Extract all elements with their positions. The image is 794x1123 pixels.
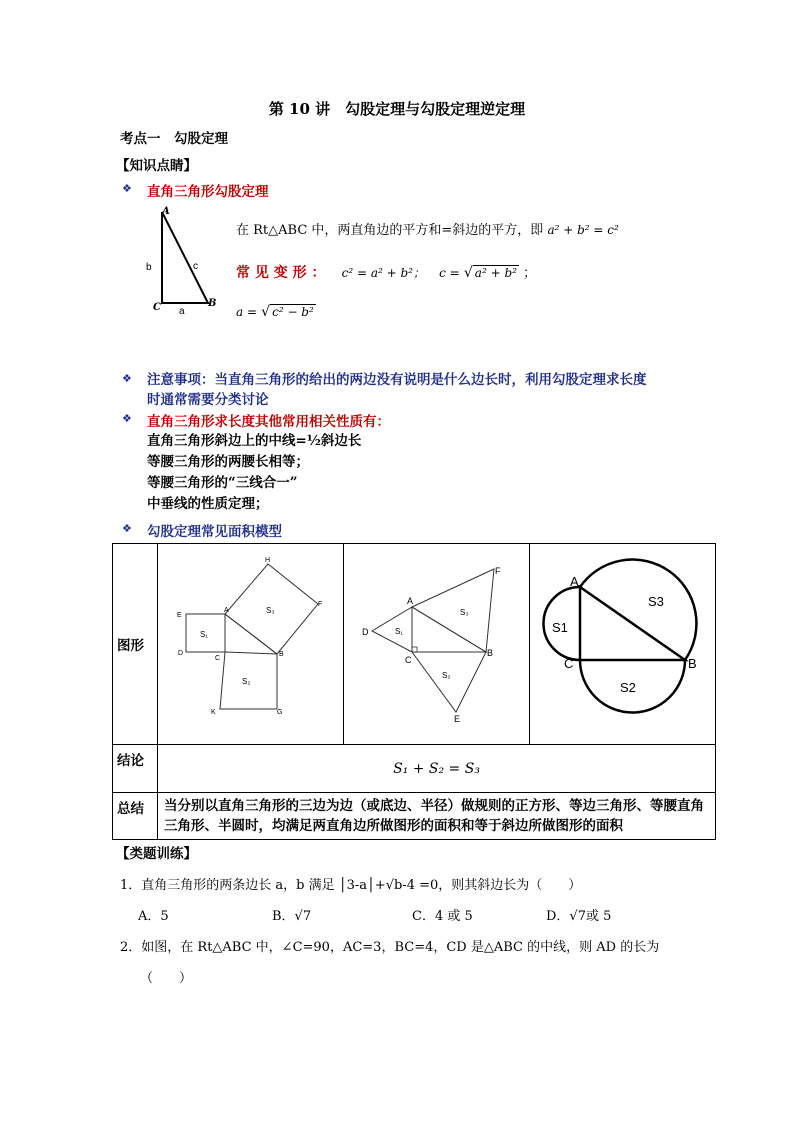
fig1-label-D: D — [178, 650, 184, 657]
label-c: c — [193, 261, 198, 272]
variant-3-radicand: c² − b² — [272, 305, 314, 319]
fig1-label-A: A — [224, 607, 229, 614]
figure-triangles — [344, 544, 529, 740]
item1-heading: 直角三角形勾股定理 — [147, 184, 269, 200]
row-label-figure: 图形 — [113, 544, 158, 745]
figure-semicircles-cell — [530, 544, 716, 745]
question-1-stem: 1．直角三角形的两条边长 a，b 满足 │3-a│+√b-4 =0，则其斜边长为（ ） — [120, 878, 582, 893]
fig2-label-E: E — [454, 714, 461, 724]
bullet-diamond-icon: ❖ — [122, 372, 132, 385]
fig2-label-B: B — [487, 648, 494, 658]
fig1-label-E: E — [177, 612, 182, 619]
fig2-label-F: F — [495, 566, 501, 576]
variant-3-row: a = √ c² − b² — [236, 304, 314, 320]
item3-heading: 直角三角形求长度其他常用相关性质有： — [147, 414, 390, 430]
item3-list: 直角三角形斜边上的中线=½斜边长 等腰三角形的两腰长相等； 等腰三角形的“三线合一” 中垂线的性质定理； — [147, 433, 362, 512]
fig1-label-S3: S₃ — [266, 606, 275, 615]
bullet-diamond-icon: ❖ — [122, 182, 132, 195]
conclusion-formula: S₁ + S₂ = S₃ — [158, 745, 716, 793]
fig3-label-S1: S1 — [552, 620, 568, 635]
fig3-label-A: A — [570, 574, 579, 589]
figure-squares-cell — [158, 544, 344, 745]
fig1-label-H: H — [265, 557, 271, 564]
section-heading: 考点一 勾股定理 — [120, 131, 228, 147]
figure-triangles-cell — [344, 544, 530, 745]
fig1-label-G: G — [277, 709, 283, 716]
item4-heading: 勾股定理常见面积模型 — [147, 524, 282, 540]
fig3-label-B: B — [688, 656, 697, 671]
fig3-label-S2: S2 — [620, 680, 636, 695]
area-model-table — [112, 543, 716, 840]
summary-text: 当分别以直角三角形的三边为边（或底边、半径）做规则的正方形、等边三角形、等腰直角三角形、半圆时，均满足两直角边所做图形的面积和等于斜边所做图形的面积 — [158, 793, 716, 840]
knowledge-header: 【知识点睛】 — [116, 158, 197, 174]
triangle-outline — [162, 212, 208, 303]
variant-2-suffix: ； — [523, 266, 537, 281]
fig2-label-D: D — [362, 627, 369, 637]
label-b: b — [146, 262, 152, 273]
figure-squares — [158, 544, 343, 740]
theorem-formula: a² + b² = c² — [547, 223, 619, 237]
fig1-label-B: B — [279, 651, 284, 658]
bullet-diamond-icon: ❖ — [122, 412, 132, 425]
theorem-text: 在 Rt△ABC 中，两直角边的平方和=斜边的平方，即 a² + b² = c² — [236, 223, 619, 238]
item2-note: 注意事项：当直角三角形的给出的两边没有说明是什么边长时，利用勾股定理求长度 时通常需要分类讨论 — [147, 372, 647, 408]
fig2-label-A: A — [407, 596, 414, 606]
variant-label: 常 见 变 形 ： — [236, 265, 326, 281]
variant-row: 常 见 变 形 ： c² = a² + b²； c = √ a² + b² ； — [236, 265, 537, 281]
q1-option-b: B．√7 — [272, 909, 312, 924]
right-triangle-figure — [140, 200, 230, 320]
label-a: a — [179, 306, 185, 317]
variant-1: c² = a² + b²； — [341, 266, 425, 280]
label-B: B — [208, 298, 217, 309]
fig3-label-C: C — [564, 656, 574, 671]
variant-2-radicand: a² + b² — [474, 266, 517, 280]
fig1-label-S2: S₂ — [242, 677, 251, 686]
q1-option-d: D．√7或 5 — [546, 909, 612, 924]
variant-2-prefix: c = — [439, 266, 460, 280]
fig2-label-S3: S₃ — [460, 608, 469, 617]
question-2-stem: 2．如图，在 Rt△ABC 中，∠C=90，AC=3，BC=4，CD 是△ABC 的中线，则 AD 的长为 — [120, 940, 660, 955]
label-C: C — [153, 302, 161, 313]
practice-header: 【类题训练】 — [116, 846, 197, 862]
fig2-label-S1: S₁ — [395, 627, 404, 636]
page-title: 第 10 讲 勾股定理与勾股定理逆定理 — [268, 100, 526, 118]
fig1-label-K: K — [211, 709, 216, 716]
bullet-diamond-icon: ❖ — [122, 522, 132, 535]
question-2-paren: （ ） — [140, 971, 193, 986]
fig1-label-C: C — [215, 655, 221, 662]
figure-semicircles — [530, 544, 715, 740]
row-label-summary: 总结 — [113, 793, 158, 840]
fig3-label-S3: S3 — [648, 594, 664, 609]
row-label-conclusion: 结论 — [113, 745, 158, 793]
q1-option-a: A．5 — [138, 909, 169, 924]
fig1-label-F: F — [318, 601, 323, 608]
fig2-label-C: C — [405, 655, 412, 665]
variant-3-prefix: a = — [236, 305, 258, 319]
fig2-label-S2: S₂ — [442, 671, 451, 680]
q1-option-c: C．4 或 5 — [412, 909, 473, 924]
fig1-label-S1: S₁ — [200, 630, 209, 639]
label-A: A — [162, 206, 170, 217]
